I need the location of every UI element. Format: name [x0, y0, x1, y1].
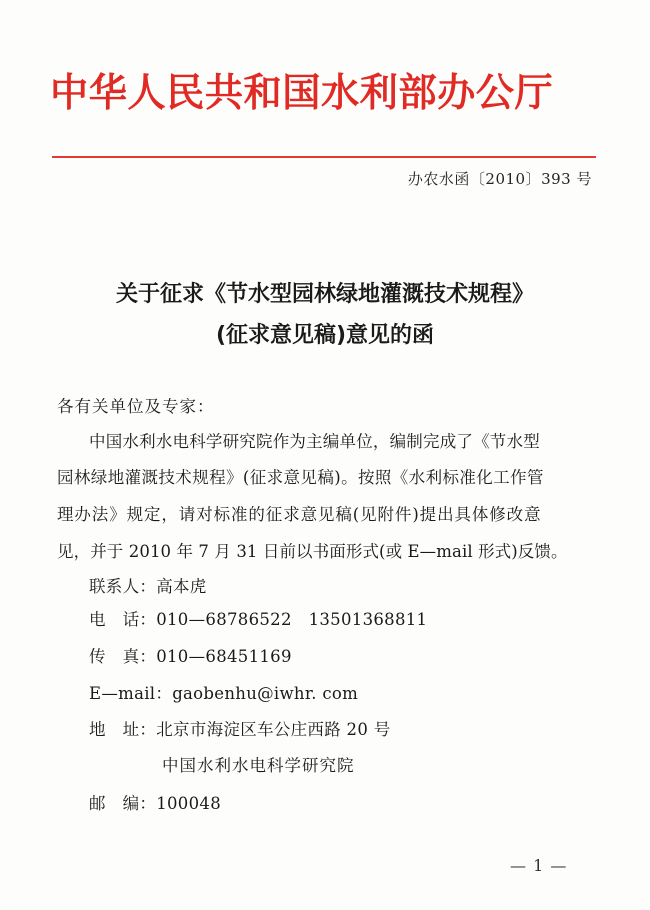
phone-label: 电 话： [89, 610, 157, 629]
email-line [89, 680, 358, 704]
contact-person-value: 高本虎 [156, 577, 207, 596]
phone-value: 010—68786522 13501368811 [156, 610, 428, 629]
document-title-line-1: 关于征求《节水型园林绿地灌溉技术规程》 [115, 282, 534, 307]
issuing-organization-header: 中华人民共和国水利部办公厅 [50, 71, 554, 116]
fax-value: 010—68451169 [156, 647, 292, 666]
address-line [89, 716, 391, 740]
body-paragraph-line-2: 园林绿地灌溉技术规程》(征求意见稿)。按照《水利标准化工作管 [57, 468, 544, 487]
fax-line [89, 643, 292, 667]
address-value: 北京市海淀区车公庄西路 20 号 [156, 720, 391, 739]
fax-label: 传 真： [89, 647, 157, 666]
contact-person-line [89, 573, 207, 597]
address-label: 地 址： [89, 720, 157, 739]
header-red-rule [52, 156, 596, 158]
phone-line [89, 606, 427, 630]
body-paragraph-line-3: 理办法》规定，请对标准的征求意见稿(见附件)提出具体修改意 [57, 505, 542, 524]
contact-person-label: 联系人： [89, 577, 157, 596]
postcode-label: 邮 编： [89, 794, 157, 813]
body-paragraph-line-1: 中国水利水电科学研究院作为主编单位，编制完成了《节水型 [89, 432, 540, 451]
document-number: 办农水函〔2010〕393 号 [407, 170, 592, 188]
postcode-line [89, 790, 221, 814]
page-number: — 1 — [510, 856, 568, 875]
body-paragraph-line-4: 见，并于 2010 年 7 月 31 日前以书面形式(或 E—mail 形式)反馈。 [57, 542, 568, 561]
salutation: 各有关单位及专家： [57, 397, 215, 416]
document-title-line-2: (征求意见稿)意见的函 [215, 323, 435, 348]
email-value: gaobenhu@iwhr. com [172, 684, 359, 703]
email-label: E—mail： [89, 684, 173, 703]
postcode-value: 100048 [156, 794, 221, 813]
address-organization-line: 中国水利水电科学研究院 [162, 756, 355, 775]
